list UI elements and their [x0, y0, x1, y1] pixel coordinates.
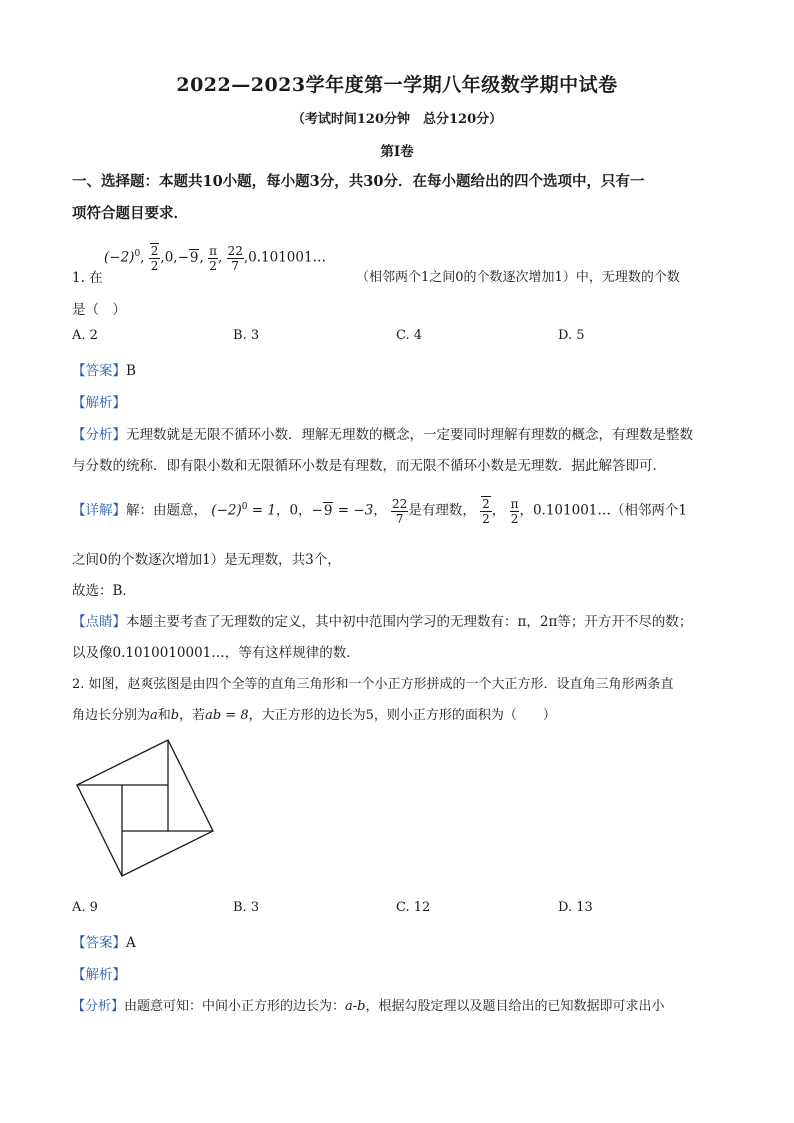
q2-choice-c: C. 12 [396, 900, 431, 915]
q1-fenxi-line2: 与分数的统称．即有限小数和无限循环小数是有理数，而无限不循环小数是无理数．据此解答即可． [72, 458, 666, 474]
q2-answer [72, 931, 136, 951]
fenxi-tag: 【分析】 [72, 999, 125, 1014]
q1-comment-line2: 以及像0.1010010001…，等有这样规律的数． [72, 645, 360, 661]
q2-choice-b: B. 3 [233, 900, 260, 915]
q1-comment-line1: 【点睛】本题主要考查了无理数的定义，其中初中范围内学习的无理数有：π，2π等；开方开不尽的数； [72, 614, 693, 630]
q2-analysis-tag: 【解析】 [72, 967, 126, 983]
q1-answer [72, 359, 136, 379]
q1-line2: 是（ ） [72, 302, 126, 318]
q1-number: 1. 在 [72, 270, 103, 286]
detail-tag: 【详解】 [72, 502, 126, 519]
q1-fenxi-line1: 【分析】无理数就是无限不循环小数．理解无理数的概念，一定要同时理解有理数的概念，有理数是整数 [72, 427, 693, 443]
q1-choice-d: D. 5 [558, 328, 585, 343]
answer-tag: 【答案】 [72, 363, 126, 379]
q1-expr-tail: ,0.101001… [243, 249, 327, 266]
section-heading: 一、选择题：本题共10小题，每小题3分，共30分．在每小题给出的四个选项中，只有一 [72, 173, 645, 190]
q2-line2: 角边长分别为a和b，若ab = 8，大正方形的边长为5，则小正方形的面积为（ ） [72, 708, 556, 723]
answer-tag: 【答案】 [72, 935, 126, 951]
q2-line1: 2. 如图，赵爽弦图是由四个全等的直角三角形和一个小正方形拼成的一个大正方形．设直角三角形两条直 [72, 677, 674, 692]
fenxi-tag: 【分析】 [72, 427, 126, 443]
q2-choice-a: A. 9 [72, 900, 98, 915]
q1-choice-c: C. 4 [396, 328, 423, 343]
large-square [77, 740, 213, 876]
section-heading-cont: 项符合题目要求． [72, 205, 188, 222]
answer-value: A [126, 935, 136, 951]
zhao-shuang-diagram [70, 735, 220, 880]
q1-select: 故选：B． [72, 583, 136, 599]
q1-note: （相邻两个1之间0的个数逐次增加1）中，无理数的个数 [356, 270, 680, 285]
q2-choice-d: D. 13 [558, 900, 593, 915]
volume-heading: 第Ⅰ卷 [380, 144, 414, 160]
q1-expression: $(-2)^0$, $\frac{2}{2}$ ,0,−9, $\frac{\pi}{2}$ , $\frac{22}{7}$ ,0.101001… [104, 243, 327, 273]
exam-time-note: （考试时间120分钟 总分120分） [291, 112, 503, 127]
q1-analysis-tag: 【解析】 [72, 395, 126, 411]
page-title: 2022—2023学年度第一学期八年级数学期中试卷 [176, 74, 618, 96]
q1-choice-a: A. 2 [72, 328, 98, 343]
comment-tag: 【点睛】 [72, 614, 126, 630]
answer-value: B [126, 363, 136, 379]
q1-detail-line1: 【详解】解：由题意， $(-2)^0 = 1$，0，−9 = −3， $\frac{22}{7}$ 是有理数， $\frac{2}{2}$ ， $\frac{\pi}{2}$ ，0.101001…（相邻两个1 [72, 496, 687, 526]
q1-detail-line2: 之间0的个数逐次增加1）是无理数，共3个， [72, 552, 341, 568]
q1-choice-b: B. 3 [233, 328, 260, 343]
q2-fenxi-line1: 【分析】由题意可知：中间小正方形的边长为：a-b，根据勾股定理以及题目给出的已知数据即可求出小 [72, 999, 665, 1014]
